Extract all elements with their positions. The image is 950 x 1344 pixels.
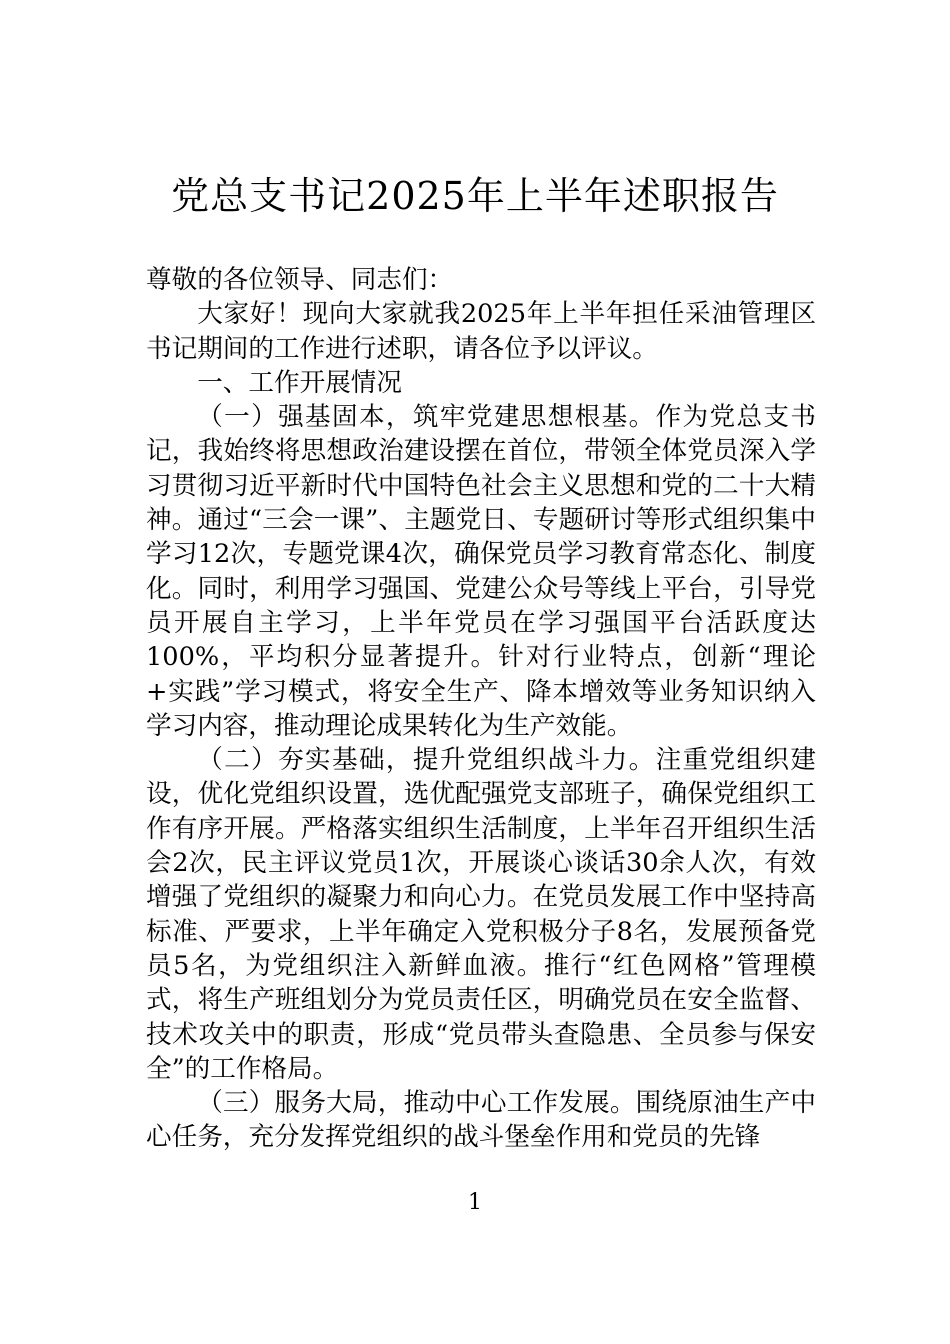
body-paragraph-1: （一）强基固本，筑牢党建思想根基。作为党总支书记，我始终将思想政治建设摆在首位，带领全体党员深入学习贯彻习近平新时代中国特色社会主义思想和党的二十大精神。通过“三会一课”、主题党日、专题研讨等形式组织集中学习12次，专题党课4次，确保党员学习教育常态化、制度化。同时，利用学习强国、党建公众号等线上平台，引导党员开展自主学习，上半年党员在学习强国平台活跃度达100%，平均积分显著提升。针对行业特点，创新“理论+实践”学习模式，将安全生产、降本增效等业务知识纳入学习内容，推动理论成果转化为生产效能。 xyxy=(146,402,816,741)
page-number: 1 xyxy=(468,1190,482,1215)
opening-paragraph: 大家好！现向大家就我2025年上半年担任采油管理区书记期间的工作进行述职，请各位予以评议。 xyxy=(146,299,816,364)
body-paragraph-3: （三）服务大局，推动中心工作发展。围绕原油生产中心任务，充分发挥党组织的战斗堡垒作用和党员的先锋 xyxy=(146,1088,816,1153)
body-paragraph-2: （二）夯实基础，提升党组织战斗力。注重党组织建设，优化党组织设置，选优配强党支部班子，确保党组织工作有序开展。严格落实组织生活制度，上半年召开组织生活会2次，民主评议党员1次，开展谈心谈话30余人次，有效增强了党组织的凝聚力和向心力。在党员发展工作中坚持高标准、严要求，上半年确定入党积极分子8名，发展预备党员5名，为党组织注入新鲜血液。推行“红色网格”管理模式，将生产班组划分为党员责任区，明确党员在安全监督、技术攻关中的职责，形成“党员带头查隐患、全员参与保安全”的工作格局。 xyxy=(146,745,816,1084)
document-body xyxy=(146,263,816,1155)
salutation: 尊敬的各位领导、同志们： xyxy=(146,265,454,295)
document-title: 党总支书记2025年上半年述职报告 xyxy=(171,174,779,218)
section-heading: 一、工作开展情况 xyxy=(197,367,402,398)
